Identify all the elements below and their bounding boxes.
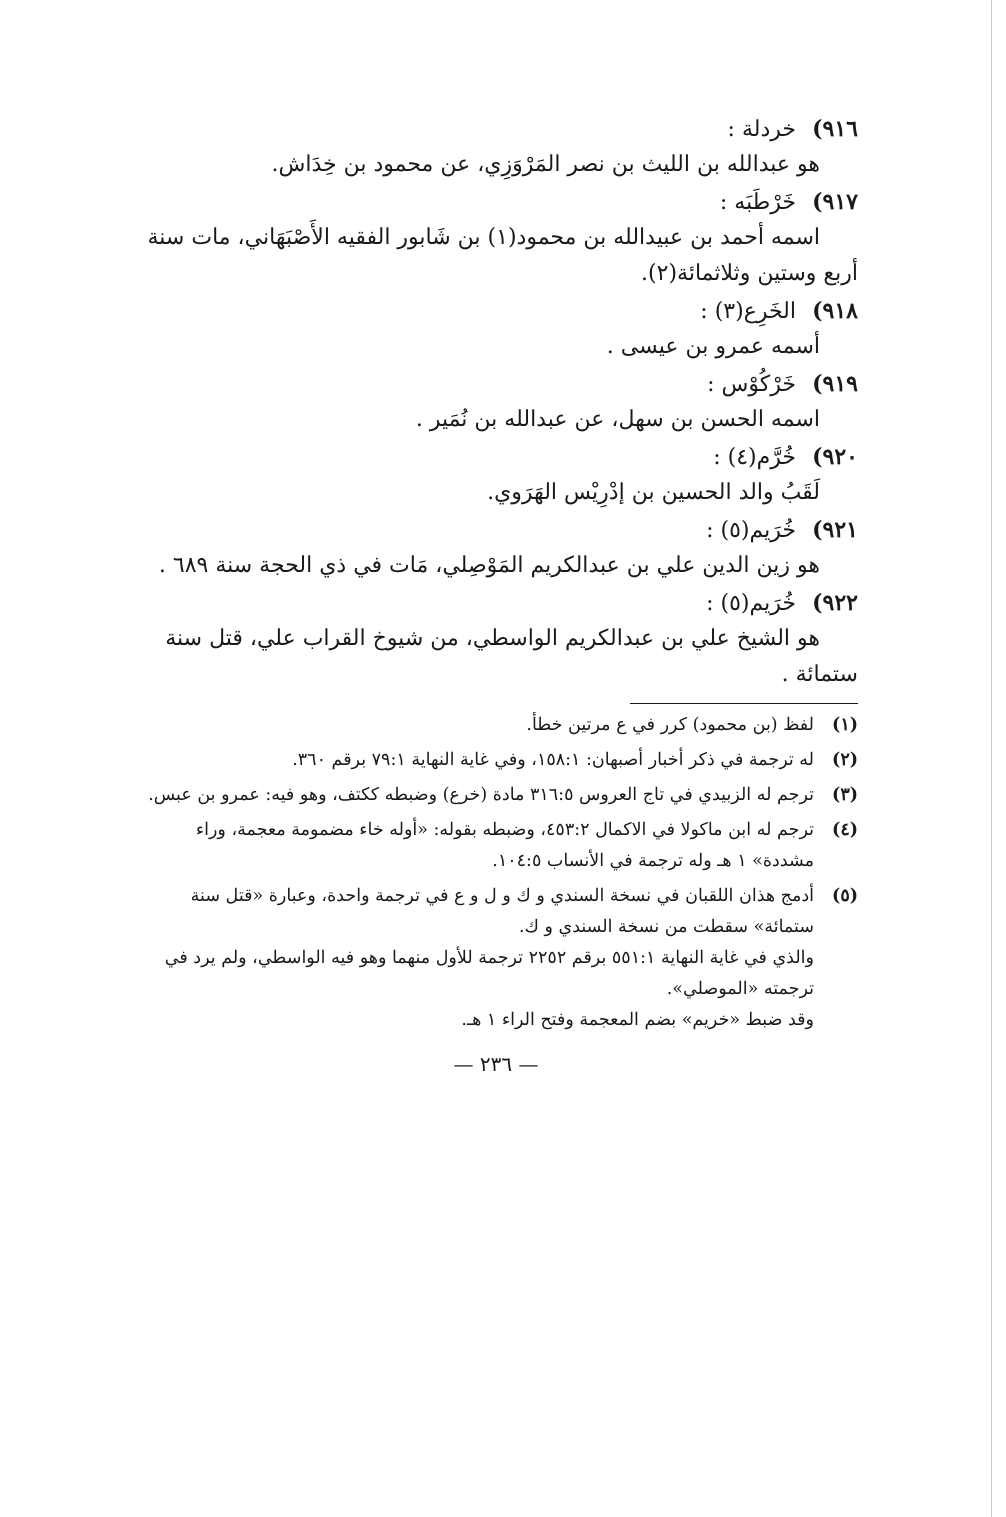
footnote-separator — [630, 703, 858, 704]
entry-title: خردلة : — [727, 117, 796, 142]
footnote-text — [134, 745, 814, 776]
footnote-line: والذي في غاية النهاية ٥٥١:١ برقم ٢٢٥٢ ترجمة للأول منهما وهو فيه الواسطي، ولم يرد في ترجمته «الموصلي». — [164, 948, 814, 999]
entry-heading — [134, 586, 858, 621]
footnote-2 — [134, 745, 858, 776]
footnote-line: ترجم له الزبيدي في تاج العروس ٣١٦:٥ مادة (خرع) وضبطه ككتف، وهو فيه: عمرو بن عبس. — [148, 785, 814, 805]
entry-title: خَرْطَبَه : — [719, 190, 796, 215]
entry-921 — [134, 513, 858, 584]
footnote-number: (٥) — [832, 886, 858, 906]
footnote-number: (٤) — [832, 820, 858, 840]
entry-heading — [134, 294, 858, 329]
entry-text: اسمه الحسن بن سهل، عن عبدالله بن نُمَير . — [415, 407, 820, 432]
entry-text: هو زين الدين علي بن عبدالكريم المَوْصِلي، مَات في ذي الحجة سنة ٦٨٩ . — [158, 553, 820, 578]
footnote-line: أدمج هذان اللقبان في نسخة السندي و ك و ل و ع في ترجمة واحدة، وعبارة «قتل سنة ستمائة» سقطت من نسخة السندي و ك. — [190, 886, 814, 937]
entry-heading — [134, 440, 858, 475]
page-edge-line — [991, 0, 992, 1517]
footnote-text — [134, 780, 814, 811]
footnote-line: له ترجمة في ذكر أخبار أصبهان: ١٥٨:١، وفي غاية النهاية ٧٩:١ برقم ٣٦٠. — [292, 750, 814, 770]
entry-title: خُرَيم(٥) : — [706, 518, 796, 543]
entry-text: هو الشيخ علي بن عبدالكريم الواسطي، من شيوخ القراب علي، قتل سنة ستمائة . — [165, 626, 858, 687]
entry-heading — [134, 513, 858, 548]
entry-number: ٩١٧) — [812, 189, 858, 215]
entry-text: هو عبدالله بن الليث بن نصر المَرْوَزِي، عن محمود بن خِدَاش. — [271, 152, 820, 177]
entry-919 — [134, 367, 858, 438]
entry-number: ٩١٩) — [812, 371, 858, 397]
footnote-text — [134, 710, 814, 741]
footnote-number: (١) — [832, 715, 858, 735]
entry-heading — [134, 112, 858, 147]
entry-text: لَقَبُ والد الحسين بن إدْرِيْس الهَرَوي. — [487, 480, 820, 505]
entry-heading — [134, 367, 858, 402]
entry-number: ٩٢١) — [812, 517, 858, 543]
entry-title: الخَرِع(٣) : — [700, 299, 796, 324]
footnote-1 — [134, 710, 858, 741]
entry-title: خَرْكُوْس : — [707, 372, 796, 397]
entry-heading — [134, 185, 858, 220]
footnote-4 — [134, 815, 858, 877]
entry-920 — [134, 440, 858, 511]
entry-title: خُرَيم(٥) : — [706, 591, 796, 616]
entry-number: ٩١٨) — [812, 298, 858, 324]
entry-916 — [134, 112, 858, 183]
footnote-number: (٢) — [832, 750, 858, 770]
footnote-5 — [134, 881, 858, 1036]
entry-text: اسمه أحمد بن عبيدالله بن محمود(١) بن شَابور الفقيه الأَصْبَهَاني، مات سنة أربع وستين وثلاثمائة(٢). — [147, 225, 858, 286]
entry-917 — [134, 185, 858, 292]
footnote-line: وقد ضبط «خريم» بضم المعجمة وفتح الراء ١ هـ. — [461, 1010, 814, 1030]
entry-title: خُرَّم(٤) : — [713, 445, 796, 470]
entry-text: أسمه عمرو بن عيسى . — [606, 334, 820, 359]
entry-number: ٩١٦) — [812, 116, 858, 142]
entry-number: ٩٢٠) — [812, 444, 858, 470]
footnote-text — [134, 881, 814, 1036]
entry-922 — [134, 586, 858, 693]
footnote-number: (٣) — [832, 785, 858, 805]
entry-number: ٩٢٢) — [812, 590, 858, 616]
footnote-3 — [134, 780, 858, 811]
page-number: — ٢٣٦ — — [453, 1052, 539, 1076]
entry-918 — [134, 294, 858, 365]
book-page — [134, 112, 858, 1076]
footnote-text — [134, 815, 814, 877]
footnote-line: ترجم له ابن ماكولا في الاكمال ٤٥٣:٢، وضبطه بقوله: «أوله خاء مضمومة معجمة، وراء مشددة» ١ هـ وله ترجمة في الأنساب ١٠٤:٥. — [195, 820, 814, 871]
footnote-line: لفظ (بن محمود) كرر في ع مرتين خطأ. — [526, 715, 814, 735]
